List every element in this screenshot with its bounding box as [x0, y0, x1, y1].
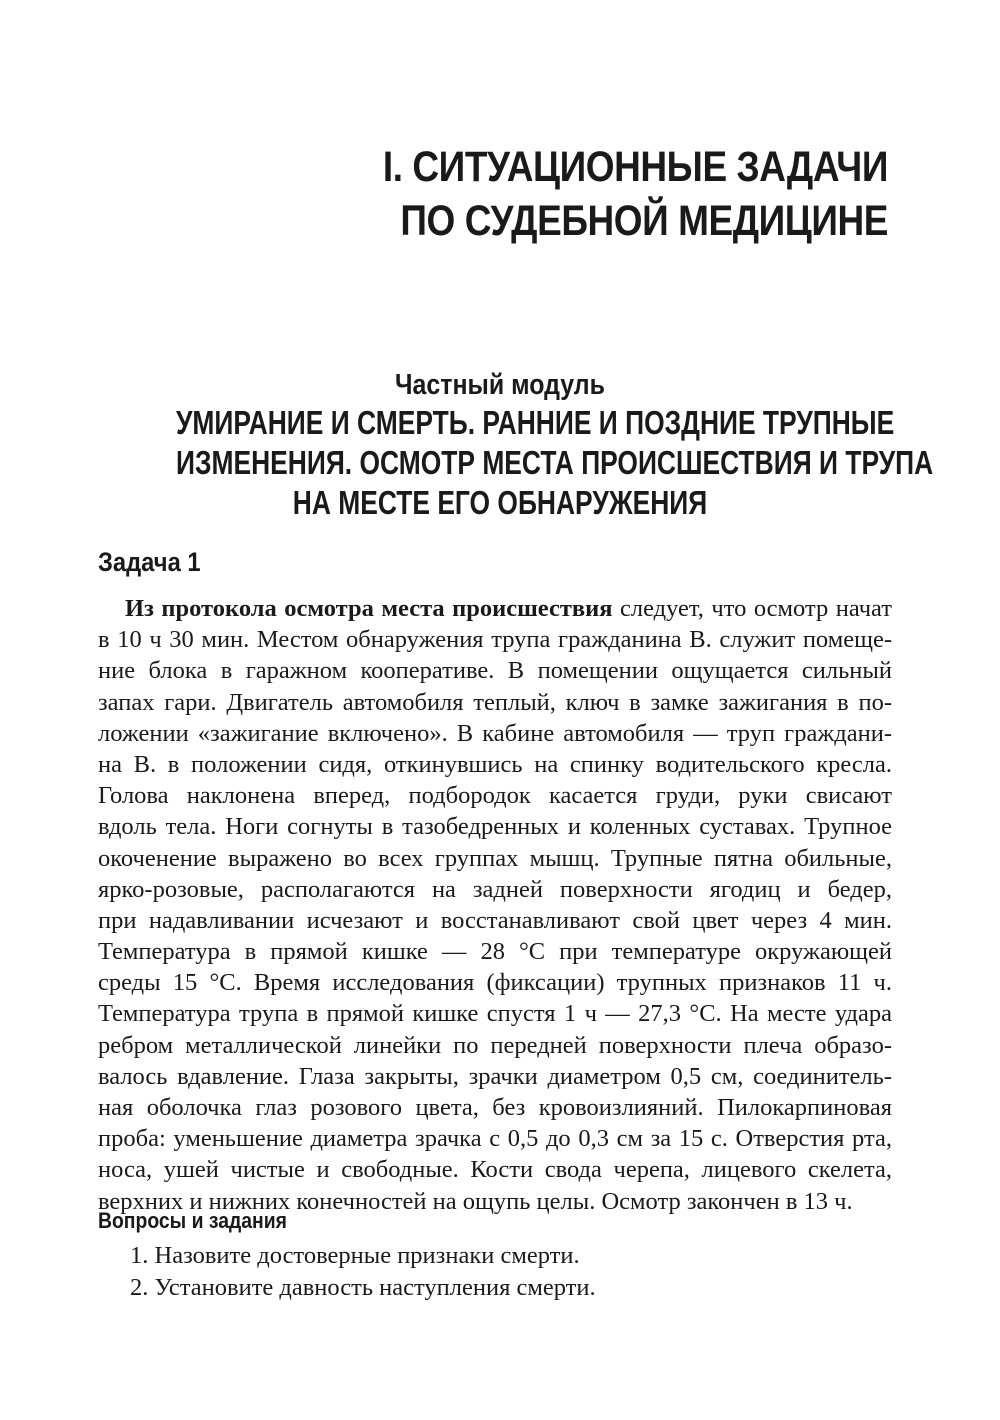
- task-body-line: в 10 ч 30 мин. Местом обнаружения трупа гражданина В. служит помеще-: [98, 626, 892, 654]
- task-body-line: верхних и нижних конечностей на ощупь целы. Осмотр закончен в 13 ч.: [98, 1187, 853, 1215]
- task-body-line: ложении «зажигание включено». В кабине автомобиля — труп граждани-: [98, 719, 892, 747]
- task-body-line-text: следует, что осмотр начат: [612, 595, 893, 622]
- task-body-line: [98, 593, 892, 624]
- task-body-line: Температура в прямой кишке — 28 °С при температуре окружающей: [98, 938, 892, 966]
- task-body-line: носа, ушей чистые и свободные. Кости свода черепа, лицевого скелета,: [98, 1156, 892, 1184]
- task-body-line: среды 15 °С. Время исследования (фиксации) трупных признаков 11 ч.: [98, 969, 892, 997]
- task-body-line: вдоль тела. Ноги согнуты в тазобедренных и коленных суставах. Трупное: [98, 813, 892, 841]
- task-body-line: ярко-розовые, располагаются на задней поверхности ягодиц и бедер,: [98, 875, 892, 903]
- task-body-line: запах гари. Двигатель автомобиля теплый, ключ в замке зажигания в по-: [98, 688, 892, 716]
- module-title-line-1: УМИРАНИЕ И СМЕРТЬ. РАННИЕ И ПОЗДНИЕ ТРУПНЫЕ: [176, 404, 895, 441]
- chapter-title-line-2: ПО СУДЕБНОЙ МЕДИЦИНЕ: [400, 197, 888, 245]
- questions-list: [130, 1240, 596, 1304]
- task-body-line: проба: уменьшение диаметра зрачка с 0,5 до 0,3 см за 15 с. Отверстия рта,: [98, 1125, 892, 1153]
- task-body-line: ребром металлической линейки по передней поверхности плеча образо-: [98, 1031, 892, 1059]
- task-body-line: при надавливании исчезают и восстанавливают свой цвет через 4 мин.: [98, 906, 892, 934]
- question-item: 2. Установите давность наступления смерти.: [130, 1274, 596, 1301]
- task-lead: Из протокола осмотра места происшествия: [125, 595, 613, 622]
- chapter-title: [200, 140, 888, 248]
- task-body-line: валось вдавление. Глаза закрыты, зрачки диаметром 0,5 см, соединитель-: [98, 1062, 892, 1090]
- module-title-line-2: ИЗМЕНЕНИЯ. ОСМОТР МЕСТА ПРОИСШЕСТВИЯ И ТРУПА: [176, 444, 934, 481]
- task-body-line: окоченение выражено во всех группах мышц. Трупные пятна обильные,: [98, 844, 892, 872]
- module-label: Частный модуль: [394, 369, 605, 401]
- module-header: [95, 367, 934, 523]
- chapter-title-line-1: I. СИТУАЦИОННЫЕ ЗАДАЧИ: [382, 143, 888, 191]
- task-body: [98, 593, 892, 1217]
- module-title-line-3: НА МЕСТЕ ЕГО ОБНАРУЖЕНИЯ: [292, 484, 708, 521]
- task-body-line: Голова наклонена вперед, подбородок касается груди, руки свисают: [98, 782, 892, 810]
- task-body-line: ная оболочка глаз розового цвета, без кровоизлияний. Пилокарпиновая: [98, 1094, 892, 1121]
- module-title: [176, 403, 934, 523]
- question-item: 1. Назовите достоверные признаки смерти.: [130, 1242, 580, 1269]
- task-body-line: ние блока в гаражном кооперативе. В помещении ощущается сильный: [98, 657, 892, 685]
- task-body-line: на В. в положении сидя, откинувшись на спинку водительского кресла.: [98, 750, 892, 778]
- task-body-line: Температура трупа в прямой кишке спустя 1 ч — 27,3 °С. На месте удара: [98, 1000, 892, 1028]
- task-heading: Задача 1: [98, 547, 201, 577]
- questions-heading: Вопросы и задания: [98, 1208, 287, 1233]
